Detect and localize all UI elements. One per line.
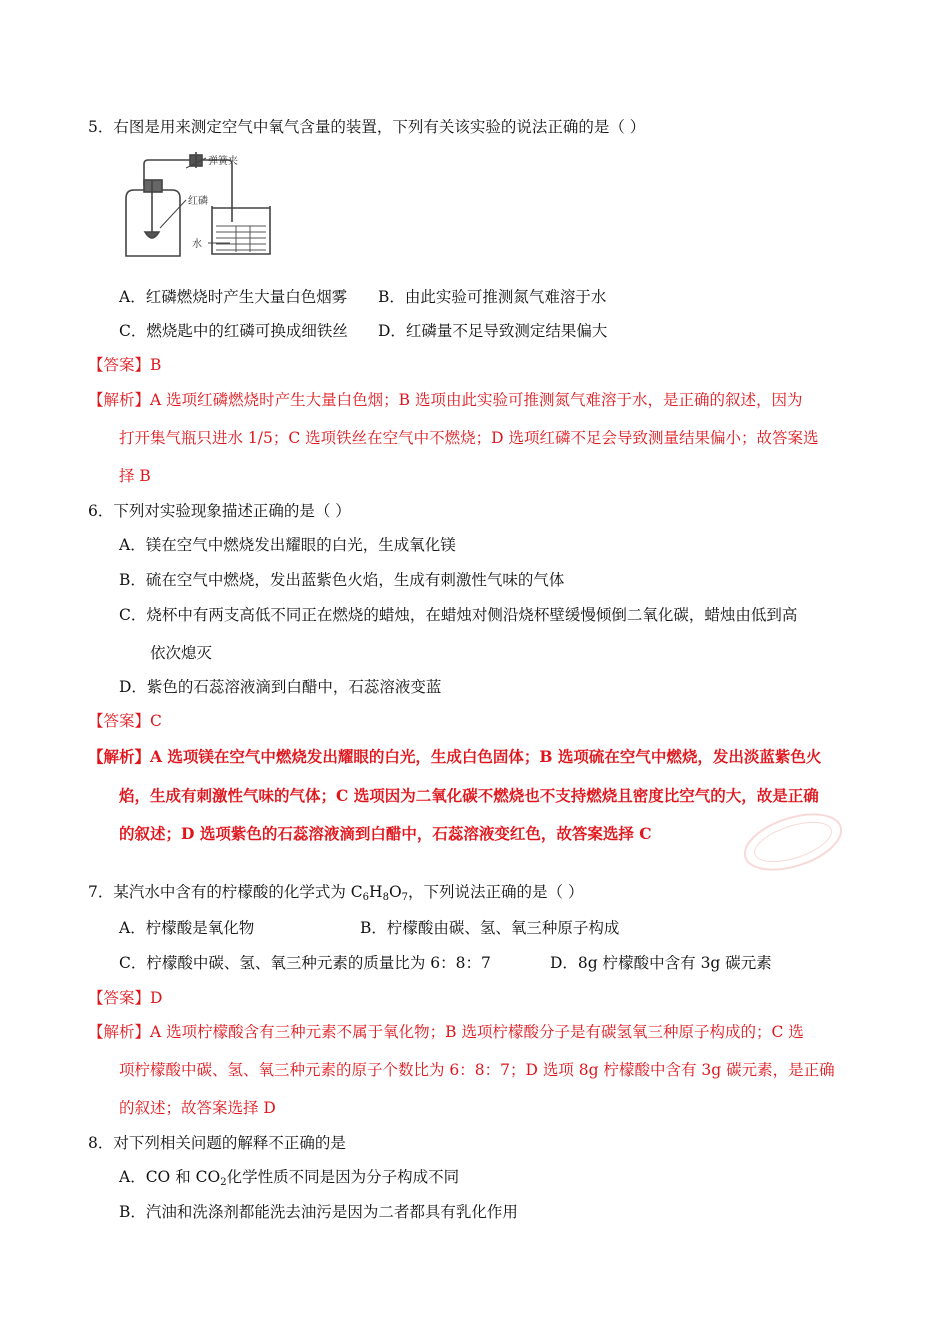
q8-option-a-prefix: A．CO 和 CO <box>119 1168 221 1186</box>
q6-analysis-line-2: 焰，生成有刺激性气味的气体；C 选项因为二氧化碳不燃烧也不支持燃烧且密度比空气的大，故是正确 <box>119 786 819 805</box>
q5-stem: 5．右图是用来测定空气中氧气含量的装置，下列有关该实验的说法正确的是（ ） <box>88 118 646 136</box>
q8-option-a-suffix: 化学性质不同是因为分子构成不同 <box>226 1168 460 1186</box>
diagram-label-water: 水 <box>192 239 202 250</box>
q7-option-a: A．柠檬酸是氧化物 <box>119 919 255 937</box>
q7-analysis-line-2: 项柠檬酸中碳、氢、氧三种元素的原子个数比为 6：8：7；D 选项 8g 柠檬酸中含有 3g 碳元素，是正确 <box>119 1061 835 1079</box>
diagram-label-phosphorus: 红磷 <box>188 196 208 207</box>
q5-analysis-line-2: 打开集气瓶只进水 1/5；C 选项铁丝在空气中不燃烧；D 选项红磷不足会导致测量结果偏小；故答案选 <box>119 429 819 447</box>
q7-formula-o: O <box>388 883 402 901</box>
q7-option-d: D．8g 柠檬酸中含有 3g 碳元素 <box>550 954 772 972</box>
q5-option-d: D．红磷量不足导致测定结果偏大 <box>378 322 608 340</box>
q6-option-d: D．紫色的石蕊溶液滴到白醋中，石蕊溶液变蓝 <box>119 678 442 696</box>
q8-co2-subscript: 2 <box>220 1177 227 1188</box>
q7-formula-sub-h: 8 <box>382 892 389 903</box>
q5-analysis-line-1: 【解析】A 选项红磷燃烧时产生大量白色烟；B 选项由此实验可推测氮气难溶于水，是正确的叙述，因为 <box>88 391 803 409</box>
q6-analysis-line-1: 【解析】A 选项镁在空气中燃烧发出耀眼的白光，生成白色固体；B 选项硫在空气中燃烧，发出淡蓝紫色火 <box>88 747 822 766</box>
q6-analysis-line-3: 的叙述；D 选项紫色的石蕊溶液滴到白醋中，石蕊溶液变红色，故答案选择 C <box>119 824 652 843</box>
oxygen-apparatus-diagram <box>116 150 276 262</box>
q6-stem: 6．下列对实验现象描述正确的是（ ） <box>88 502 351 520</box>
q7-formula-sub-c: 6 <box>362 892 370 903</box>
watermark-stamp <box>731 796 854 887</box>
q5-option-a: A．红磷燃烧时产生大量白色烟雾 <box>119 288 348 306</box>
q7-formula-h: H <box>369 883 383 901</box>
q7-analysis-line-1: 【解析】A 选项柠檬酸含有三种元素不属于氧化物；B 选项柠檬酸分子是有碳氢氧三种原子构成的；C 选 <box>88 1023 804 1041</box>
q7-answer: 【答案】D <box>88 989 163 1007</box>
q7-option-b: B．柠檬酸由碳、氢、氧三种原子构成 <box>360 919 620 937</box>
q5-option-c: C．燃烧匙中的红磷可换成细铁丝 <box>119 322 348 340</box>
q8-option-b: B．汽油和洗涤剂都能洗去油污是因为二者都具有乳化作用 <box>119 1203 518 1221</box>
q6-answer: 【答案】C <box>88 712 162 730</box>
q5-analysis-line-3: 择 B <box>119 467 151 485</box>
q6-option-b: B．硫在空气中燃烧，发出蓝紫色火焰，生成有刺激性气味的气体 <box>119 571 565 589</box>
q5-option-b: B．由此实验可推测氮气难溶于水 <box>378 288 607 306</box>
q8-stem: 8．对下列相关问题的解释不正确的是 <box>88 1134 346 1152</box>
q7-analysis-line-3: 的叙述；故答案选择 D <box>119 1099 276 1117</box>
q6-option-c-line-1: C．烧杯中有两支高低不同正在燃烧的蜡烛，在蜡烛对侧沿烧杯壁缓慢倾倒二氧化碳，蜡烛由低到高 <box>119 606 798 624</box>
diagram-label-clamp: 弹簧夹 <box>208 156 238 167</box>
q7-stem-suffix: ，下列说法正确的是（ ） <box>408 883 584 901</box>
q7-stem-prefix: 7．某汽水中含有的柠檬酸的化学式为 C <box>88 883 363 901</box>
q5-answer: 【答案】B <box>88 356 162 374</box>
q7-stem <box>88 882 583 902</box>
q6-option-a: A．镁在空气中燃烧发出耀眼的白光，生成氧化镁 <box>119 536 456 554</box>
q7-option-c: C．柠檬酸中碳、氢、氧三种元素的质量比为 6：8：7 <box>119 954 491 972</box>
q7-formula-sub-o: 7 <box>401 892 409 903</box>
q6-option-c-line-2: 依次熄灭 <box>150 644 213 662</box>
q8-option-a <box>119 1167 459 1187</box>
